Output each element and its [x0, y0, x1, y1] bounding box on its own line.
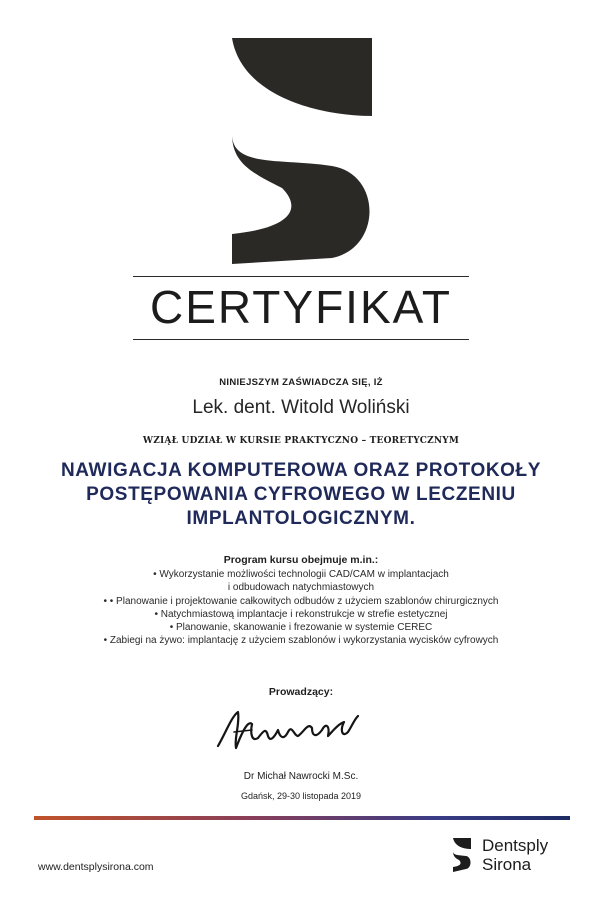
program-item: • Natychmiastową implantacje i rekonstrukcje w strefie estetycznej — [154, 608, 448, 620]
brand-name — [482, 836, 548, 874]
title-top-rule — [133, 276, 469, 277]
title-bottom-rule — [133, 339, 469, 340]
instructor-name: Dr Michał Nawrocki M.Sc. — [243, 771, 359, 782]
certify-text: NINIEJSZYM ZAŚWIADCZA SIĘ, IŻ — [219, 377, 383, 388]
course-title — [0, 459, 602, 531]
brand-logo — [452, 836, 572, 880]
recipient-name: Lek. dent. Witold Woliński — [192, 397, 410, 418]
brand-line: Dentsply — [482, 836, 549, 855]
website-link[interactable]: www.dentsplysirona.com — [38, 861, 154, 873]
dentsply-sirona-brand-mark-icon — [452, 838, 472, 872]
program-item: • Zabiegi na żywo: implantację z użyciem szablonów i wykorzystania wycisków cyfrowych — [103, 635, 499, 647]
place-date: Gdańsk, 29-30 listopada 2019 — [240, 791, 362, 801]
course-title-line: POSTĘPOWANIA CYFROWEGO W LECZENIU — [86, 484, 516, 505]
program-list — [0, 568, 602, 648]
course-title-line: NAWIGACJA KOMPUTEROWA ORAZ PROTOKOŁY — [60, 460, 542, 481]
program-item: • • Planowanie i projektowanie całkowitych odbudów z użyciem szablonów chirurgicznych — [103, 595, 499, 607]
dentsply-sirona-s-logo-icon — [222, 38, 382, 264]
program-item: • Planowanie, skanowanie i frezowanie w systemie CEREC — [169, 622, 433, 634]
program-item: i odbudowach natychmiastowych — [227, 582, 375, 594]
footer-gradient-bar — [34, 816, 570, 820]
certificate-title: CERTYFIKAT — [150, 281, 452, 333]
program-item: • Wykorzystanie możliwości technologii CAD/CAM w implantacjach — [153, 569, 449, 580]
instructor-label: Prowadzący: — [268, 686, 334, 698]
brand-line: Sirona — [482, 855, 532, 874]
handwritten-signature — [212, 702, 362, 758]
course-title-line: IMPLANTOLOGICZNYM. — [186, 508, 416, 529]
program-heading: Program kursu obejmuje m.in.: — [223, 554, 379, 566]
attended-text: WZIĄŁ UDZIAŁ W KURSIE PRAKTYCZNO – TEORETYCZNYM — [142, 436, 460, 446]
